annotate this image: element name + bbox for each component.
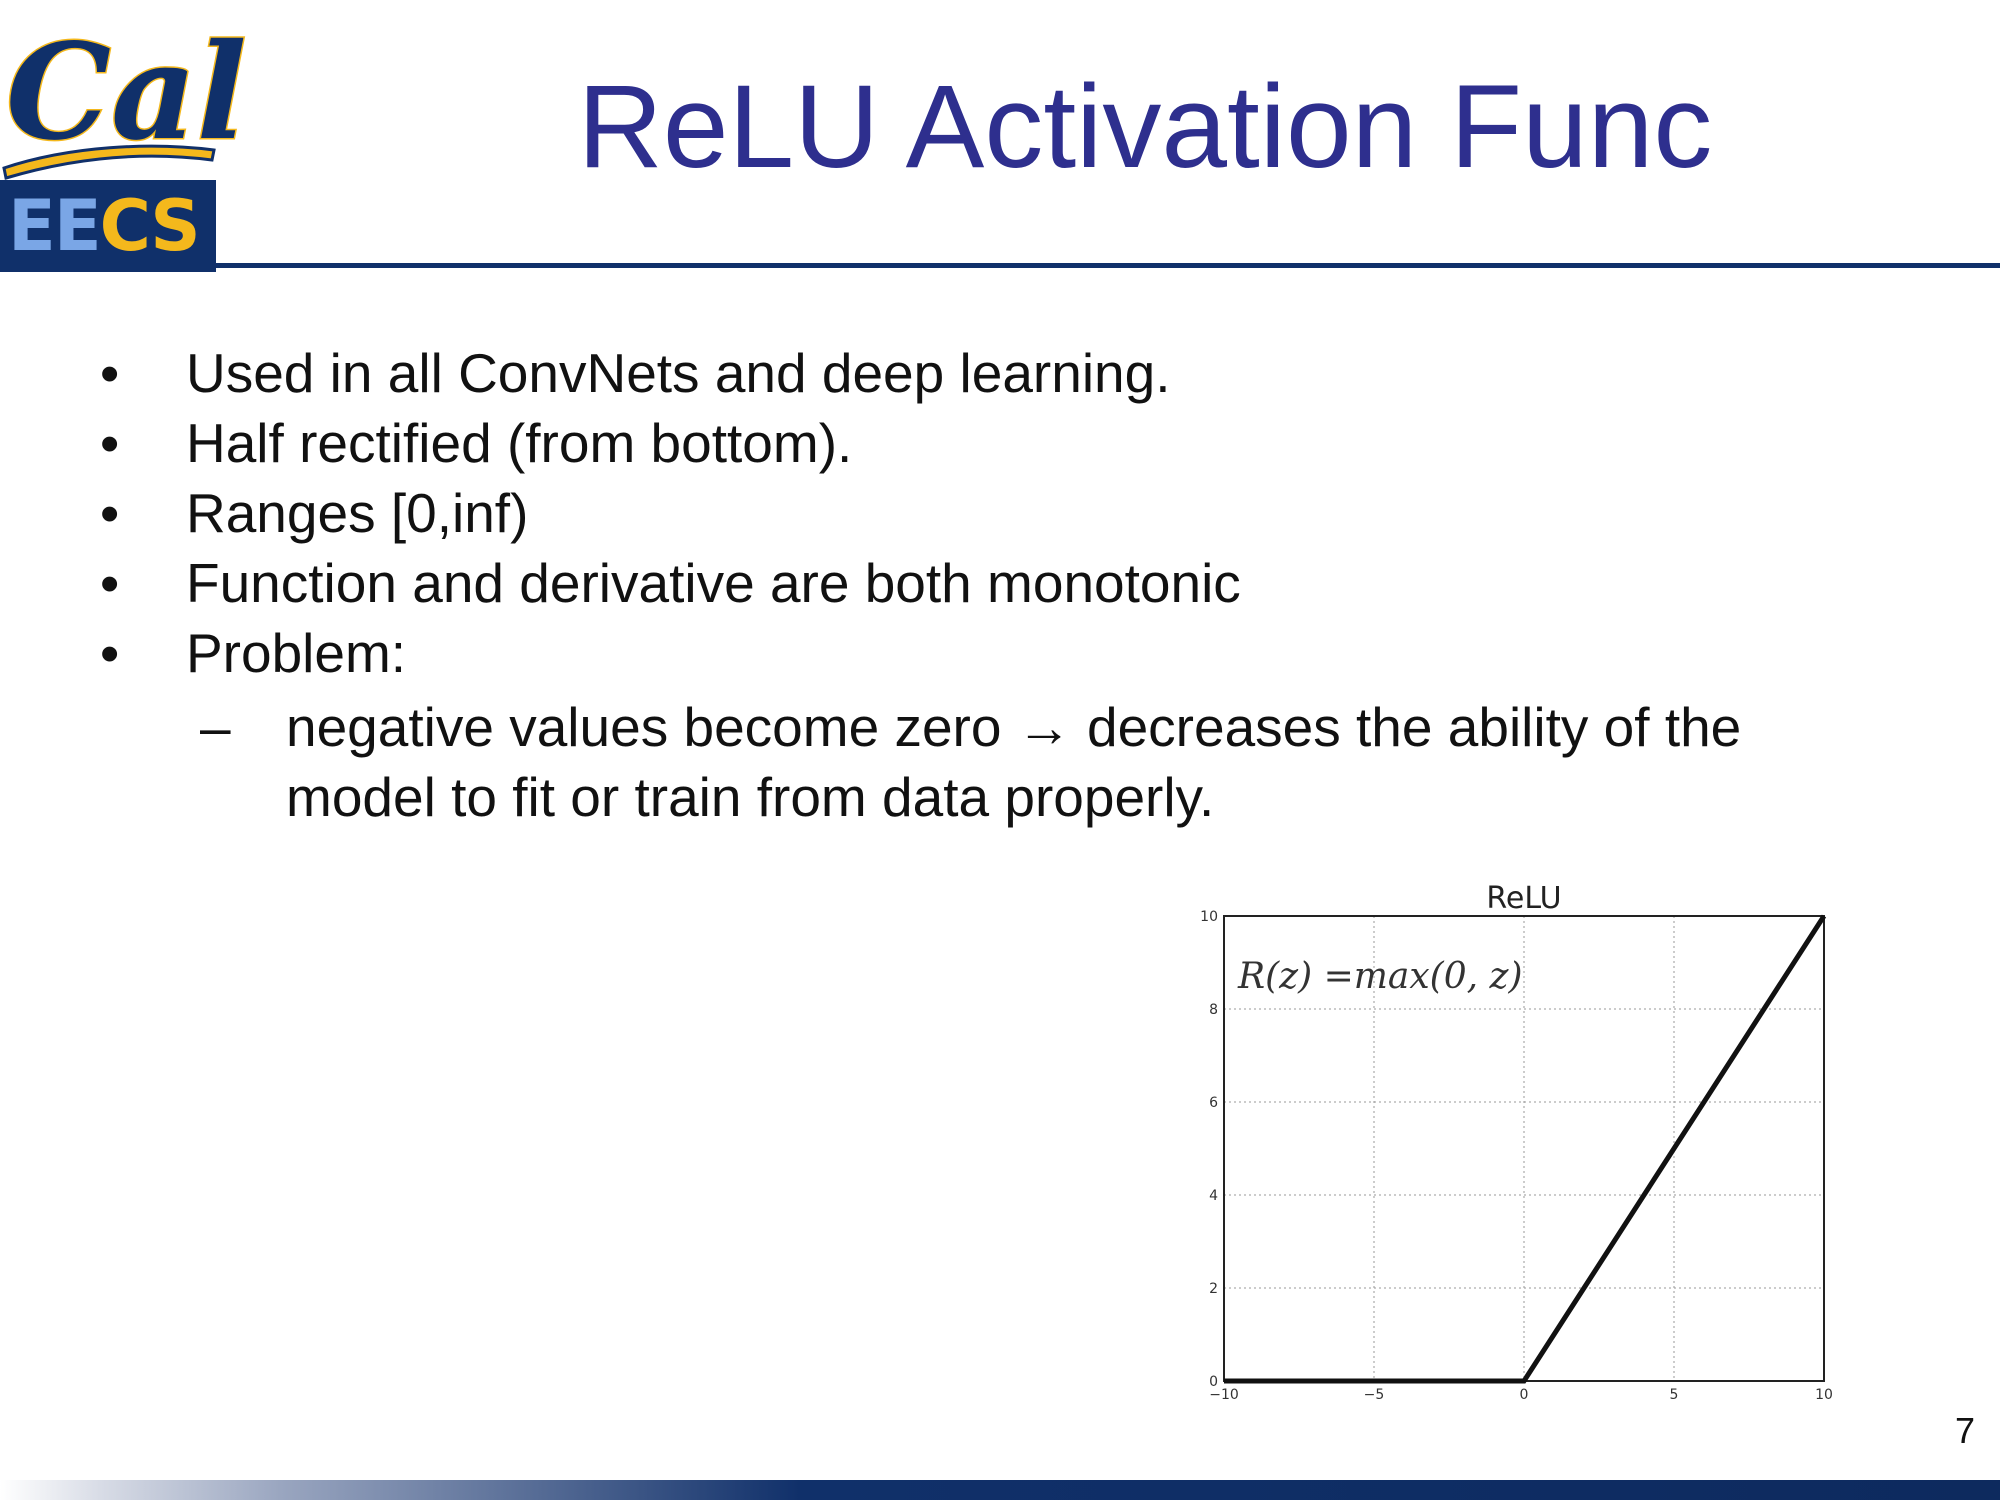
- y-tick-label: 8: [1209, 1002, 1218, 1018]
- x-tick-label: 0: [1519, 1387, 1529, 1403]
- bullet-marker: •: [100, 552, 120, 614]
- page-number: 7: [1955, 1410, 1976, 1451]
- bullet-marker: •: [100, 622, 120, 684]
- eecs-logo: [0, 180, 216, 272]
- sub-bullet-text: negative values become zero → decreases the ability of the model to fit or train from data properly.: [286, 696, 1742, 828]
- eecs-logo-cs: CS: [99, 185, 199, 267]
- cal-script-logo: [0, 0, 247, 180]
- bullet-text: Ranges [0,inf): [186, 482, 529, 544]
- y-tick-label: 4: [1209, 1188, 1218, 1204]
- bullet-marker: •: [100, 342, 120, 404]
- relu-chart: [1180, 876, 1860, 1416]
- y-tick-label: 10: [1200, 909, 1218, 925]
- bullet-text: Used in all ConvNets and deep learning.: [186, 342, 1171, 404]
- bullet-text: Half rectified (from bottom).: [186, 412, 853, 474]
- bullet-item: [100, 478, 1241, 548]
- bullet-item: [100, 618, 1241, 688]
- x-tick-label: −5: [1363, 1387, 1385, 1403]
- y-tick-label: 2: [1209, 1281, 1218, 1297]
- bullet-marker: •: [100, 412, 120, 474]
- cal-logo-text: Cal: [6, 15, 247, 170]
- chart-title: ReLU: [1486, 881, 1562, 916]
- x-tick-label: −10: [1209, 1387, 1239, 1403]
- bullet-marker: •: [100, 482, 120, 544]
- title-divider: [216, 263, 2000, 268]
- footer-bar: [0, 1480, 2000, 1500]
- bullet-item: [100, 548, 1241, 618]
- bullet-list: [100, 338, 1241, 688]
- slide-title: ReLU Activation Func: [577, 61, 1713, 193]
- x-tick-label: 10: [1815, 1387, 1833, 1403]
- bullet-text: Function and derivative are both monotonic: [186, 552, 1241, 614]
- y-tick-label: 6: [1209, 1095, 1218, 1111]
- sub-bullet-marker: –: [200, 696, 231, 758]
- y-tick-label: 0: [1209, 1374, 1218, 1390]
- eecs-logo-ee: EE: [8, 185, 100, 267]
- bullet-item: [100, 408, 1241, 478]
- bullet-text: Problem:: [186, 622, 407, 684]
- relu-chart-svg: [1180, 876, 1860, 1416]
- bullet-item: [100, 338, 1241, 408]
- chart-annotation: R(z) =max(0, z): [1238, 956, 1523, 997]
- x-tick-label: 5: [1669, 1387, 1679, 1403]
